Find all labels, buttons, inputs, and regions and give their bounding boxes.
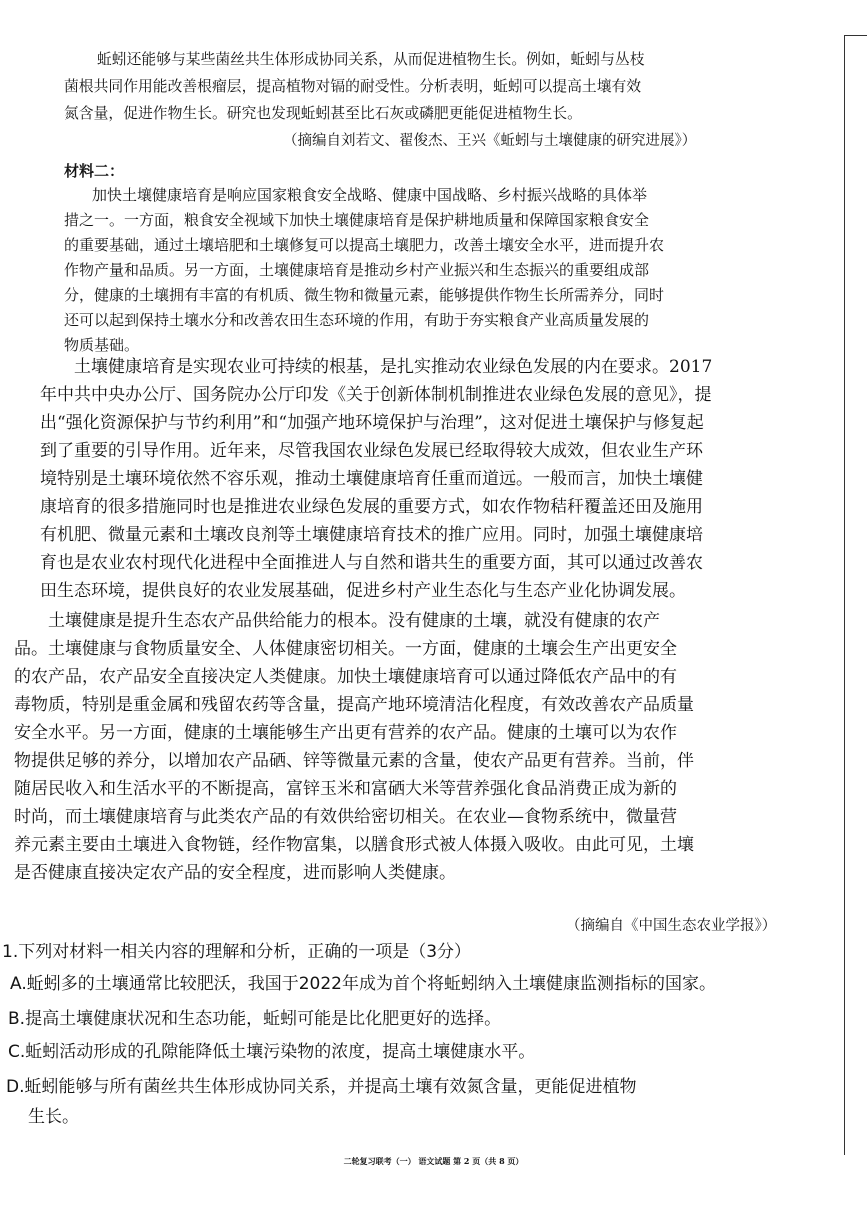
- page-edge-border: [844, 35, 867, 1155]
- text-line: 的农产品，农产品安全直接决定人类健康。加快土壤健康培育可以通过降低农产品中的有: [14, 667, 677, 687]
- text-line: 物质基础。: [64, 336, 140, 354]
- page-edge-border-top: [845, 35, 867, 36]
- source-citation: （摘编自《中国生态农业学报》）: [566, 918, 777, 934]
- text-line: 育也是农业农村现代化进程中全面推进人与自然和谐共生的重要方面，其可以通过改善农: [40, 553, 703, 573]
- text-line: 的重要基础，通过土壤培肥和土壤修复可以提高土壤肥力，改善土壤安全水平，进而提升农: [64, 236, 665, 254]
- text-line: 分，健康的土壤拥有丰富的有机质、微生物和微量元素，能够提供作物生长所需养分，同时: [64, 286, 665, 304]
- text-line: 土壤健康是提升生态农产品供给能力的根本。没有健康的土壤，就没有健康的农产: [48, 611, 660, 631]
- text-line: 品。土壤健康与食物质量安全、人体健康密切相关。一方面，健康的土壤会生产出更安全: [14, 639, 677, 659]
- section-label: 材料二：: [64, 162, 125, 180]
- option-b: B.提高土壤健康状况和生态功能，蚯蚓可能是比化肥更好的选择。: [8, 1009, 502, 1029]
- question-stem: 1.下列对材料一相关内容的理解和分析，正确的一项是（3分）: [2, 942, 472, 962]
- text-line: 出“强化资源保护与节约利用”和“加强产地环境保护与治理”，这对促进土壤保护与修复起: [40, 413, 704, 433]
- text-line: 康培育的很多措施同时也是推进农业绿色发展的重要方式，如农作物秸秆覆盖还田及施用: [40, 497, 703, 517]
- text-line: 还可以起到保持土壤水分和改善农田生态环境的作用，有助于夯实粮食产业高质量发展的: [64, 311, 650, 329]
- text-line: 措之一。一方面，粮食安全视域下加快土壤健康培育是保护耕地质量和保障国家粮食安全: [64, 211, 650, 229]
- option-c: C.蚯蚓活动形成的孔隙能降低土壤污染物的浓度，提高土壤健康水平。: [8, 1042, 536, 1062]
- option-a: A.蚯蚓多的土壤通常比较肥沃，我国于2022年成为首个将蚯蚓纳入土壤健康监测指标的国家。: [10, 974, 716, 994]
- text-line: 时尚，而土壤健康培育与此类农产品的有效供给密切相关。在农业—食物系统中，微量营: [14, 807, 677, 827]
- text-line: 养元素主要由土壤进入食物链，经作物富集，以膳食形式被人体摄入吸收。由此可见，土壤: [14, 835, 694, 855]
- text-line: 蚯蚓还能够与某些菌丝共生体形成协同关系，从而促进植物生长。例如，蚯蚓与丛枝: [97, 51, 645, 68]
- text-line: 有机肥、微量元素和土壤改良剂等土壤健康培育技术的推广应用。同时，加强土壤健康培: [40, 525, 703, 545]
- text-line: 田生态环境，提供良好的农业发展基础，促进乡村产业生态化与生态产业化协调发展。: [40, 581, 686, 601]
- text-line: 物提供足够的养分，以增加农产品硒、锌等微量元素的含量，使农产品更有营养。当前，伴: [14, 751, 694, 771]
- text-line: 氮含量，促进作物生长。研究也发现蚯蚓甚至比石灰或磷肥更能促进植物生长。: [64, 105, 582, 122]
- text-line: 年中共中央办公厅、国务院办公厅印发《关于创新体制机制推进农业绿色发展的意见》，提: [40, 385, 712, 405]
- text-line: 菌根共同作用能改善根瘤层，提高植物对镉的耐受性。分析表明，蚯蚓可以提高土壤有效: [64, 78, 642, 95]
- text-line: 随居民收入和生活水平的不断提高，富锌玉米和富硒大米等营养强化食品消费正成为新的: [14, 779, 677, 799]
- text-line: 毒物质，特别是重金属和残留农药等含量，提高产地环境清洁化程度，有效改善农产品质量: [14, 695, 694, 715]
- text-line: 境特别是土壤环境依然不容乐观，推动土壤健康培育任重而道远。一般而言，加快土壤健: [40, 469, 703, 489]
- option-d: D.蚯蚓能够与所有菌丝共生体形成协同关系，并提高土壤有效氮含量，更能促进植物: [6, 1077, 637, 1097]
- text-line: 是否健康直接决定农产品的安全程度，进而影响人类健康。: [14, 863, 456, 883]
- option-d-continued: 生长。: [28, 1107, 79, 1127]
- source-citation: （摘编自刘若文、翟俊杰、王兴《蚯蚓与土壤健康的研究进展》）: [283, 133, 697, 149]
- text-line: 土壤健康培育是实现农业可持续的根基，是扎实推动农业绿色发展的内在要求。2017: [74, 357, 713, 377]
- page-footer: 二轮复习联考（一） 语文试题 第 2 页（共 8 页）: [343, 1156, 524, 1166]
- text-line: 到了重要的引导作用。近年来，尽管我国农业绿色发展已经取得较大成效，但农业生产环: [40, 441, 703, 461]
- text-line: 作物产量和品质。另一方面，土壤健康培育是推动乡村产业振兴和生态振兴的重要组成部: [64, 261, 650, 279]
- text-line: 加快土壤健康培育是响应国家粮食安全战略、健康中国战略、乡村振兴战略的具体举: [92, 186, 648, 204]
- text-line: 安全水平。另一方面，健康的土壤能够生产出更有营养的农产品。健康的土壤可以为农作: [14, 723, 677, 743]
